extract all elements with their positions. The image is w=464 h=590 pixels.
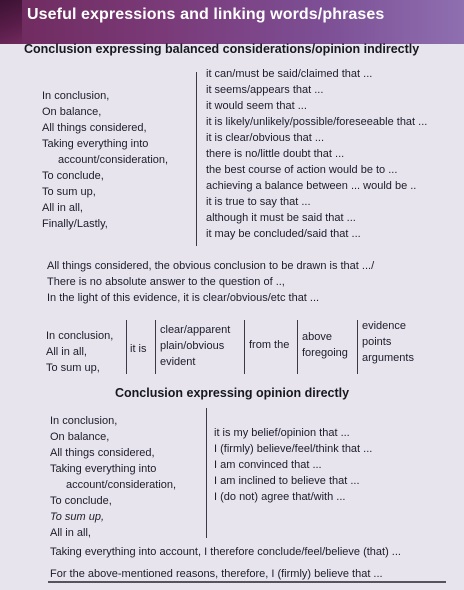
table-cell: To sum up, — [46, 362, 100, 374]
section2-phrases — [214, 425, 372, 505]
table-cell: evident — [160, 356, 196, 368]
table-divider — [155, 320, 156, 374]
section1-heading: Conclusion expressing balanced considerations/opinion indirectly — [24, 42, 420, 56]
banner-stripe — [0, 0, 22, 44]
opener: In conclusion, — [42, 90, 110, 102]
section1-openers — [42, 88, 168, 232]
section1-divider — [196, 72, 197, 246]
opener: Taking everything into — [50, 463, 157, 475]
phrase: the best course of action would be to ... — [206, 164, 398, 176]
section2-divider — [206, 408, 207, 538]
opener: On balance, — [42, 106, 102, 118]
phrase: it can/must be said/claimed that ... — [206, 68, 373, 80]
phrase: it seems/appears that ... — [206, 84, 324, 96]
opener: All things considered, — [42, 122, 147, 134]
phrase: achieving a balance between ... would be .. — [206, 180, 417, 192]
phrase: although it must be said that ... — [206, 212, 356, 224]
phrase: I (do not) agree that/with ... — [214, 491, 346, 503]
table-divider — [357, 320, 358, 374]
opener: account/consideration, — [58, 154, 169, 166]
table-cell: arguments — [362, 352, 414, 364]
opener: Finally/Lastly, — [42, 218, 108, 230]
opener: To sum up, — [50, 511, 105, 523]
opener: To conclude, — [50, 495, 112, 507]
phrase: it may be concluded/said that ... — [206, 228, 361, 240]
table-cell: above — [302, 331, 332, 343]
phrase: there is no/little doubt that ... — [206, 148, 345, 160]
table-col-position — [302, 329, 348, 361]
opener: account/consideration, — [66, 479, 177, 491]
table-col-openers — [46, 328, 113, 376]
table-cell: All in all, — [46, 346, 87, 358]
table-divider — [126, 320, 127, 374]
section1-phrases — [206, 66, 427, 242]
phrase: it would seem that ... — [206, 100, 307, 112]
phrase: it is clear/obvious that ... — [206, 132, 324, 144]
table-cell: plain/obvious — [160, 340, 225, 352]
opener: In conclusion, — [50, 415, 118, 427]
example-sentence: All things considered, the obvious conclusion to be drawn is that .../ — [47, 260, 375, 272]
table-divider — [244, 320, 245, 374]
opener: To conclude, — [42, 170, 104, 182]
table-cell: it is — [130, 343, 147, 355]
section2-sentences — [50, 544, 401, 582]
example-sentence: Taking everything into account, I therefore conclude/feel/believe (that) ... — [50, 546, 401, 558]
section2-openers — [50, 413, 176, 541]
section2-heading: Conclusion expressing opinion directly — [115, 386, 350, 400]
opener: All things considered, — [50, 447, 155, 459]
table-cell: foregoing — [302, 347, 348, 359]
table-col-adjectives — [160, 322, 230, 370]
bottom-rule — [48, 581, 446, 583]
phrase: it is likely/unlikely/possible/foreseeable that ... — [206, 116, 428, 128]
title-banner — [0, 0, 464, 44]
table-cell: clear/apparent — [160, 324, 231, 336]
phrase: I am convinced that ... — [214, 459, 322, 471]
table-cell: evidence — [362, 320, 407, 332]
opener: Taking everything into — [42, 138, 149, 150]
opener: All in all, — [50, 527, 91, 539]
phrase: it is my belief/opinion that ... — [214, 427, 350, 439]
table-divider — [297, 320, 298, 374]
example-sentence: In the light of this evidence, it is clear/obvious/etc that ... — [47, 292, 320, 304]
opener: All in all, — [42, 202, 83, 214]
table-cell: In conclusion, — [46, 330, 114, 342]
phrase: it is true to say that ... — [206, 196, 311, 208]
example-sentence: For the above-mentioned reasons, therefore, I (firmly) believe that ... — [50, 568, 383, 580]
table-col-nouns — [362, 318, 414, 366]
table-cell: points — [362, 336, 392, 348]
phrase: I am inclined to believe that ... — [214, 475, 360, 487]
section1-sentences — [47, 258, 374, 306]
opener: On balance, — [50, 431, 110, 443]
table-cell: from the — [249, 339, 290, 351]
opener: To sum up, — [42, 186, 96, 198]
page-title: Useful expressions and linking words/phrases — [27, 6, 385, 23]
example-sentence: There is no absolute answer to the question of .., — [47, 276, 285, 288]
phrase: I (firmly) believe/feel/think that ... — [214, 443, 373, 455]
